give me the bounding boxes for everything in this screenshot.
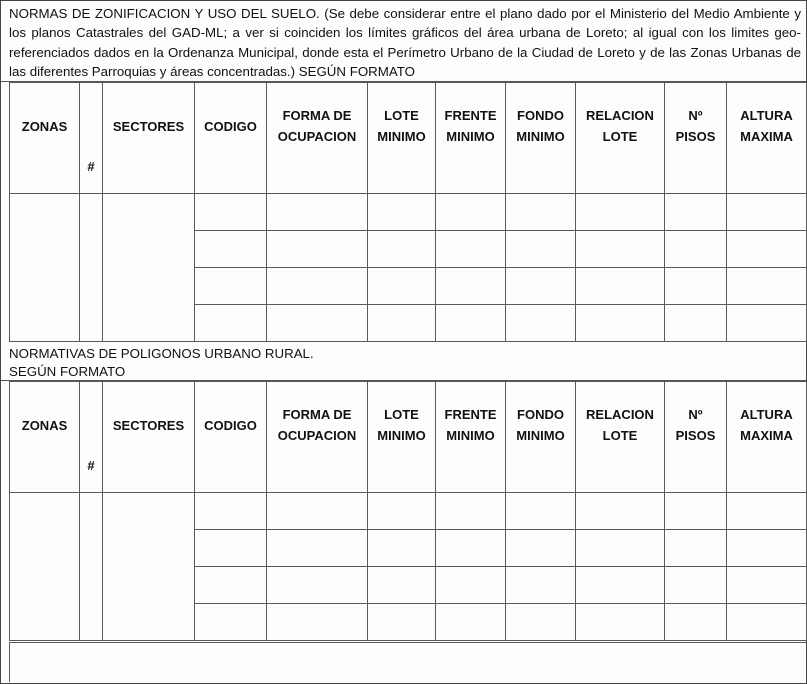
table-cell	[267, 231, 368, 268]
table-cell	[195, 530, 267, 567]
table-row	[10, 493, 807, 530]
table-cell	[368, 268, 436, 305]
table-cell	[80, 493, 103, 641]
table-cell	[368, 194, 436, 231]
table-cell	[436, 305, 506, 342]
polygon-norms-heading	[1, 345, 806, 381]
col-header-frente-minimo: FRENTE MINIMO	[436, 83, 506, 194]
table-cell	[665, 567, 727, 604]
table-cell	[436, 268, 506, 305]
col-header-fondo-minimo: FONDO MINIMO	[506, 83, 576, 194]
table-cell	[195, 268, 267, 305]
zoning-table	[9, 82, 807, 342]
table-cell	[576, 567, 665, 604]
table-cell	[10, 194, 80, 342]
polygon-norms-title: NORMATIVAS DE POLIGONOS URBANO RURAL.	[9, 346, 314, 361]
table-cell	[436, 604, 506, 641]
table-cell	[576, 194, 665, 231]
table-cell	[576, 604, 665, 641]
table-cell	[576, 305, 665, 342]
table-cell	[10, 493, 80, 641]
table-cell	[506, 305, 576, 342]
table-cell	[506, 493, 576, 530]
empty-footer-box	[9, 642, 806, 682]
table-cell	[665, 231, 727, 268]
table-cell	[665, 530, 727, 567]
table-cell	[506, 231, 576, 268]
col-header-forma-ocupacion: FORMA DE OCUPACION	[267, 382, 368, 493]
col-header-sectores: SECTORES	[103, 83, 195, 194]
table-cell	[195, 231, 267, 268]
table-cell	[665, 493, 727, 530]
col-header-lote-minimo: LOTE MINIMO	[368, 83, 436, 194]
table-cell	[506, 567, 576, 604]
table-cell	[267, 268, 368, 305]
col-header-zonas: ZONAS	[10, 83, 80, 194]
col-header-sectores: SECTORES	[103, 382, 195, 493]
table-cell	[195, 305, 267, 342]
table-cell	[267, 604, 368, 641]
table-cell	[727, 604, 807, 641]
col-header-altura-maxima: ALTURA MAXIMA	[727, 382, 807, 493]
table-cell	[665, 268, 727, 305]
table-cell	[267, 194, 368, 231]
col-header-relacion-lote: RELACION LOTE	[576, 83, 665, 194]
table-cell	[368, 604, 436, 641]
table-cell	[665, 194, 727, 231]
table-cell	[436, 231, 506, 268]
table-cell	[576, 231, 665, 268]
col-header-relacion-lote: RELACION LOTE	[576, 382, 665, 493]
table-cell	[506, 604, 576, 641]
table-cell	[368, 567, 436, 604]
table-cell	[368, 305, 436, 342]
table-cell	[436, 194, 506, 231]
table-cell	[506, 268, 576, 305]
table-row	[10, 194, 807, 231]
polygon-norms-format: SEGÚN FORMATO	[9, 363, 126, 379]
table-cell	[195, 194, 267, 231]
col-header-pisos: Nº PISOS	[665, 83, 727, 194]
table-cell	[576, 493, 665, 530]
col-header-codigo: CODIGO	[195, 83, 267, 194]
table-cell	[80, 194, 103, 342]
col-header-number: #	[80, 83, 103, 194]
table-cell	[727, 194, 807, 231]
table-cell	[576, 530, 665, 567]
col-header-pisos: Nº PISOS	[665, 382, 727, 493]
table-cell	[103, 194, 195, 342]
col-header-fondo-minimo: FONDO MINIMO	[506, 382, 576, 493]
table-cell	[103, 493, 195, 641]
table-cell	[195, 493, 267, 530]
table-cell	[267, 493, 368, 530]
table-cell	[368, 493, 436, 530]
table-cell	[576, 268, 665, 305]
table-header-row	[10, 83, 807, 194]
col-header-frente-minimo: FRENTE MINIMO	[436, 382, 506, 493]
col-header-zonas: ZONAS	[10, 382, 80, 493]
col-header-lote-minimo: LOTE MINIMO	[368, 382, 436, 493]
table-cell	[267, 530, 368, 567]
table-cell	[727, 231, 807, 268]
table-cell	[727, 268, 807, 305]
table-cell	[727, 567, 807, 604]
table-cell	[195, 604, 267, 641]
table-cell	[506, 530, 576, 567]
table-cell	[267, 567, 368, 604]
table-cell	[436, 530, 506, 567]
table-cell	[436, 567, 506, 604]
col-header-codigo: CODIGO	[195, 382, 267, 493]
urban-rural-polygon-table	[9, 381, 807, 641]
table-cell	[665, 305, 727, 342]
table-cell	[436, 493, 506, 530]
table-cell	[195, 567, 267, 604]
table-header-row	[10, 382, 807, 493]
table-cell	[727, 530, 807, 567]
table-cell	[727, 493, 807, 530]
table-cell	[506, 194, 576, 231]
zoning-norms-intro: NORMAS DE ZONIFICACION Y USO DEL SUELO. (Se debe considerar entre el plano dado por el Ministerio del Medio Ambiente y los planos Catastrales del GAD-ML; a ver si coinciden los límites gráficos del área urbana de Loreto; al igual con los limites geo-referenciados dados en la Ordenanza Municipal, donde esta el Perímetro Urbano de la Ciudad de Loreto y de las Zonas Urbanas de las diferentes Parroquias y áreas concentradas.) SEGÚN FORMATO	[1, 4, 806, 82]
table-cell	[267, 305, 368, 342]
col-header-altura-maxima: ALTURA MAXIMA	[727, 83, 807, 194]
col-header-forma-ocupacion: FORMA DE OCUPACION	[267, 83, 368, 194]
table-cell	[665, 604, 727, 641]
table-cell	[368, 530, 436, 567]
table-cell	[727, 305, 807, 342]
table-cell	[368, 231, 436, 268]
col-header-number: #	[80, 382, 103, 493]
